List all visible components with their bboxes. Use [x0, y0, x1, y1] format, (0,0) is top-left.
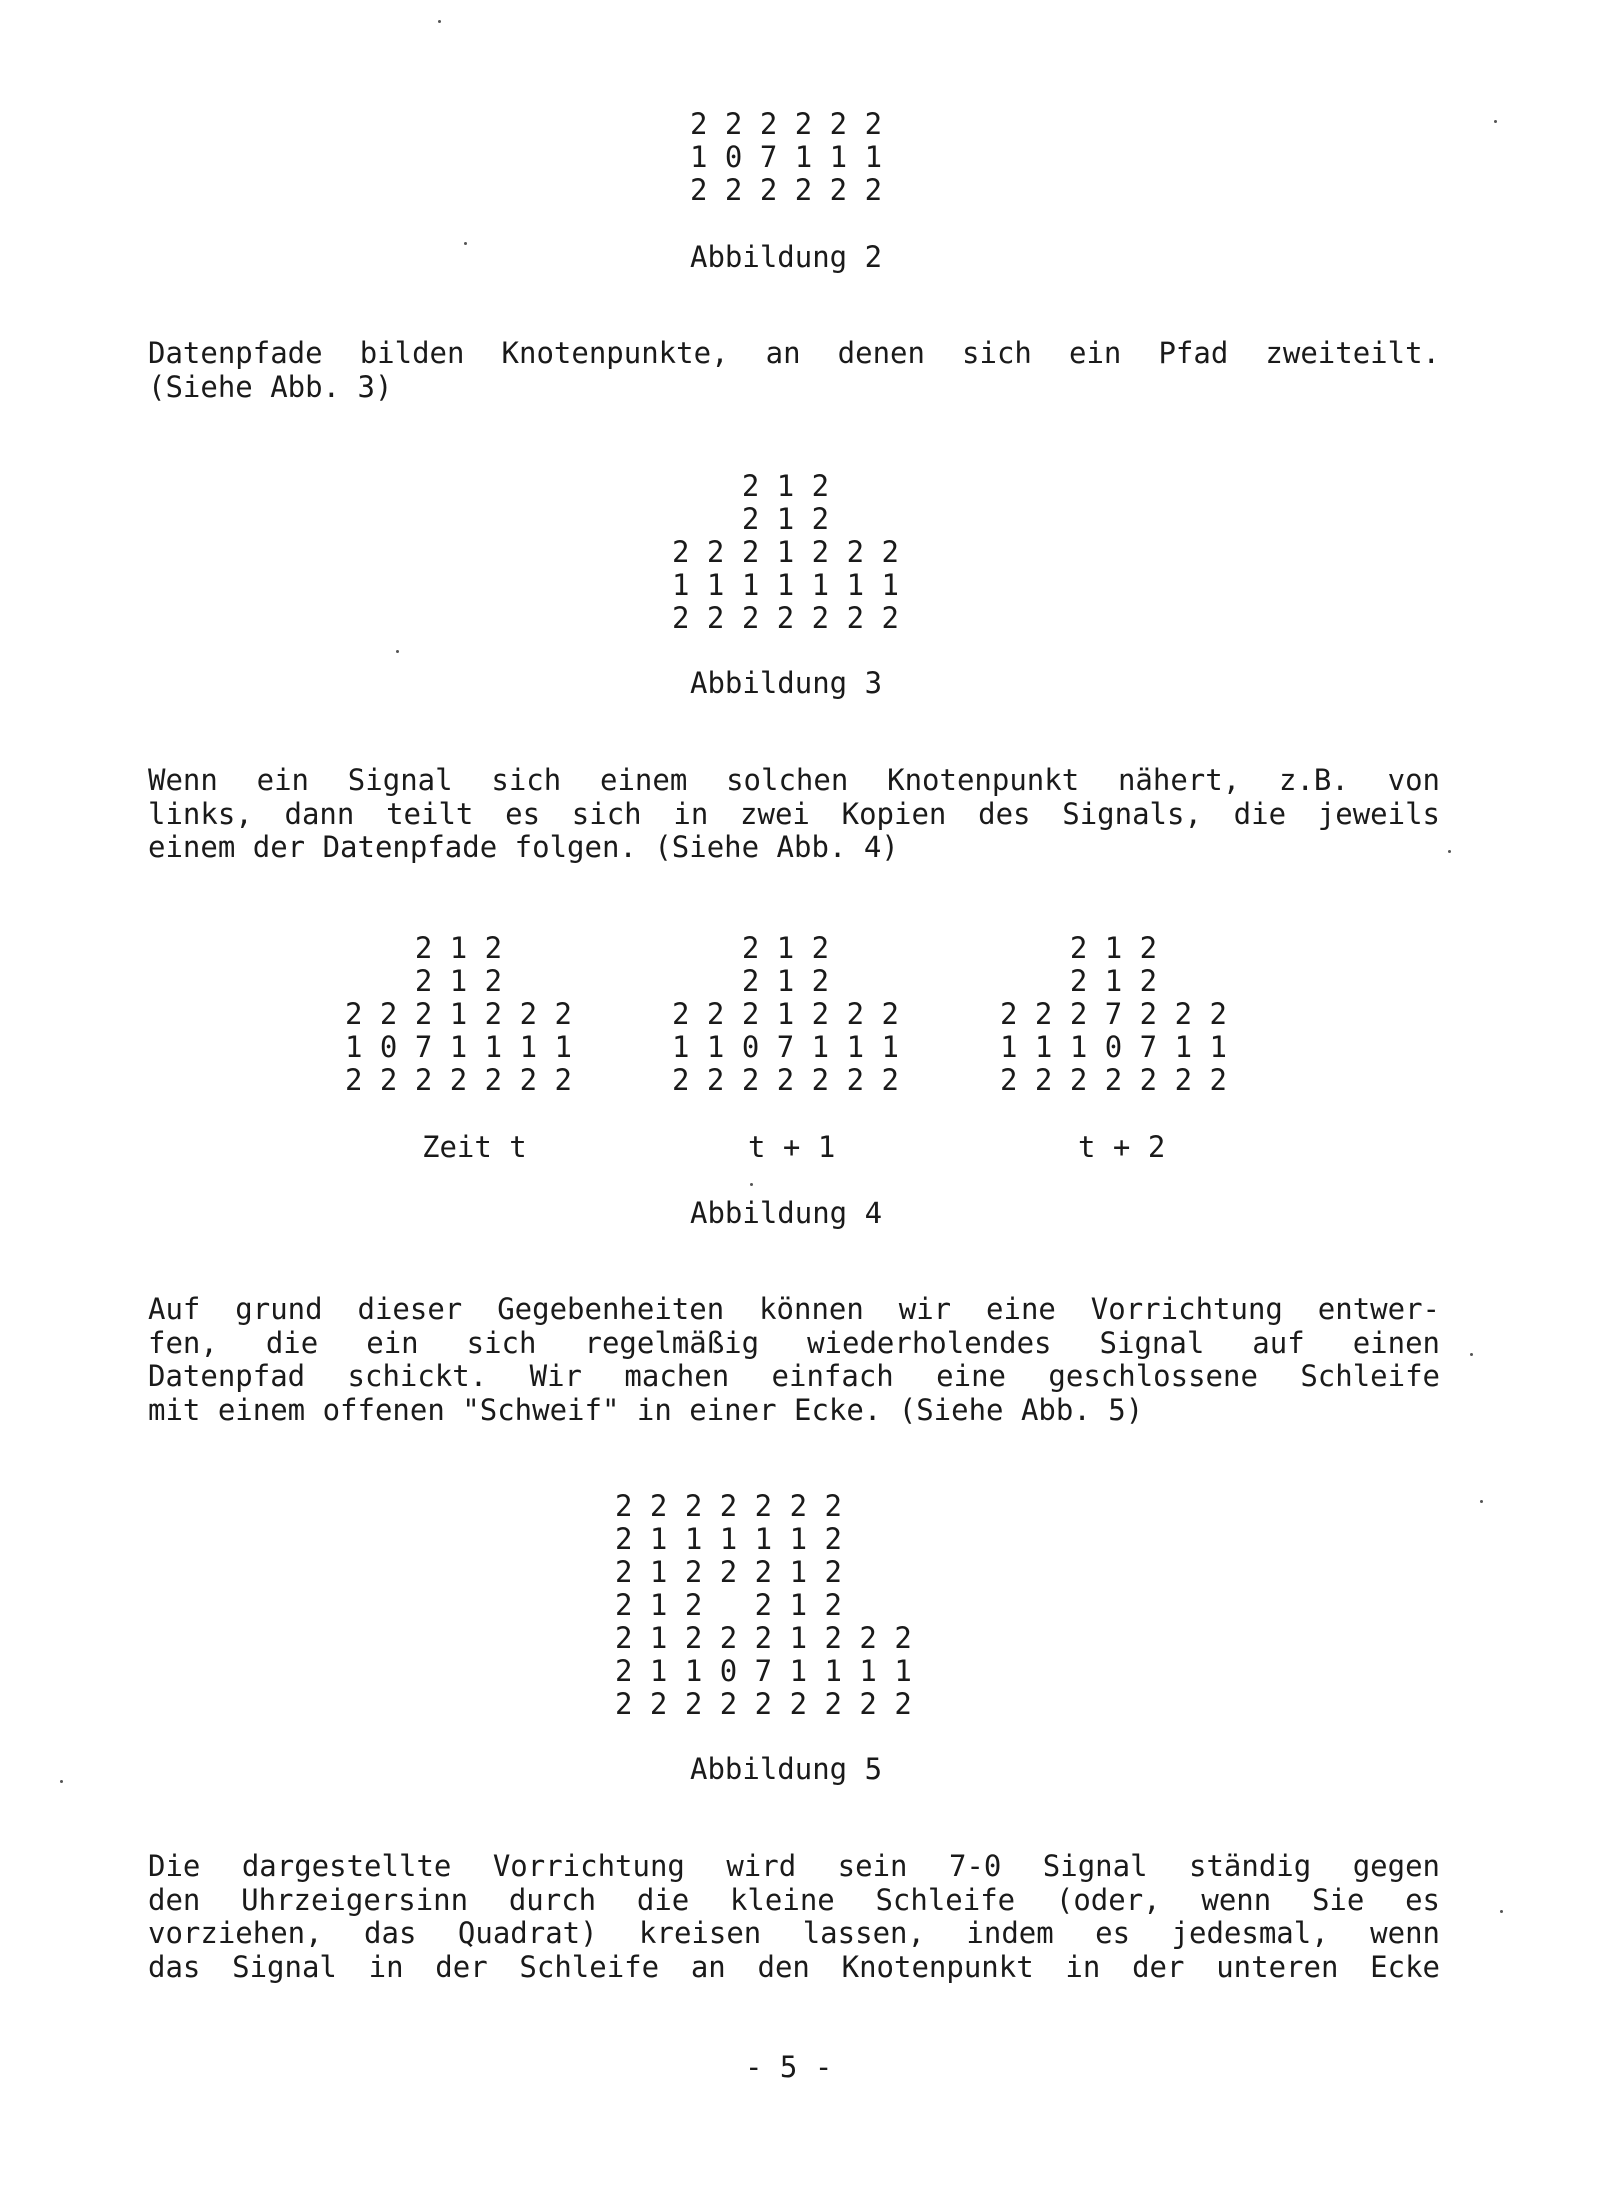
- text-line: vorziehen, das Quadrat) kreisen lassen, indem es jedesmal, wenn: [148, 1916, 1440, 1950]
- figure-2-caption: Abbildung 2: [690, 240, 883, 274]
- text-line: einem der Datenpfade folgen. (Siehe Abb. 4): [148, 830, 899, 864]
- text-line: Auf grund dieser Gegebenheiten können wir eine Vorrichtung entwer-: [148, 1292, 1440, 1326]
- figure-5-grid: 2 2 2 2 2 2 2 2 1 1 1 1 1 2 2 1 2 2 2 1 2 2 1 2 2 1 2 2 1 2 2 2 1 2 2 2 2 1 1 0 7 1 1 1 1 2 2 2 2 2 2 2 2 2: [615, 1489, 912, 1721]
- scan-speck: [1448, 850, 1451, 853]
- scan-speck: [1494, 120, 1497, 123]
- text-line: links, dann teilt es sich in zwei Kopien des Signals, die jeweils: [148, 796, 1440, 831]
- text-line: Datenpfade bilden Knotenpunkte, an denen sich ein Pfad zweiteilt.: [148, 336, 1440, 370]
- figure-2-grid: 2 2 2 2 2 2 1 0 7 1 1 1 2 2 2 2 2 2: [690, 107, 883, 207]
- scan-speck: [60, 1780, 63, 1783]
- scan-speck: [464, 242, 467, 245]
- page-number: - 5 -: [745, 2050, 833, 2084]
- figure-4-panel-3-grid: 2 1 2 2 1 2 2 2 2 7 2 2 2 1 1 1 0 7 1 1 2 2 2 2 2 2 2: [1000, 931, 1227, 1097]
- text-line: Die dargestellte Vorrichtung wird sein 7-0 Signal ständig gegen: [148, 1849, 1440, 1883]
- paragraph-3: [148, 1293, 1440, 1427]
- text-line: Datenpfad schickt. Wir machen einfach eine geschlossene Schleife: [148, 1359, 1440, 1393]
- paragraph-1: [148, 337, 1440, 404]
- figure-4-panel-2-grid: 2 1 2 2 1 2 2 2 2 1 2 2 2 1 1 0 7 1 1 1 2 2 2 2 2 2 2: [672, 931, 899, 1097]
- paragraph-4: [148, 1850, 1440, 1984]
- text-line: mit einem offenen "Schweif" in einer Ecke. (Siehe Abb. 5): [148, 1392, 1144, 1427]
- figure-3-caption: Abbildung 3: [690, 666, 883, 700]
- figure-4-caption: Abbildung 4: [690, 1196, 883, 1230]
- figure-4-panel-2-label: t + 1: [748, 1130, 836, 1164]
- figure-4-panel-3-label: t + 2: [1078, 1130, 1166, 1164]
- scan-speck: [396, 650, 399, 653]
- text-line: (Siehe Abb. 3): [148, 369, 393, 404]
- scan-speck: [1470, 1353, 1473, 1356]
- scan-speck: [1480, 1500, 1483, 1503]
- paragraph-2: [148, 764, 1440, 865]
- figure-5-caption: Abbildung 5: [690, 1752, 883, 1786]
- text-line: fen, die ein sich regelmäßig wiederholendes Signal auf einen: [148, 1325, 1440, 1360]
- text-line: das Signal in der Schleife an den Knotenpunkt in der unteren Ecke: [148, 1949, 1440, 1984]
- text-line: den Uhrzeigersinn durch die kleine Schleife (oder, wenn Sie es: [148, 1882, 1440, 1917]
- figure-4-panel-1-grid: 2 1 2 2 1 2 2 2 2 1 2 2 2 1 0 7 1 1 1 1 2 2 2 2 2 2 2: [345, 931, 572, 1097]
- scan-speck: [438, 20, 441, 23]
- figure-3-grid: 2 1 2 2 1 2 2 2 2 1 2 2 2 1 1 1 1 1 1 1 2 2 2 2 2 2 2: [672, 469, 899, 635]
- figure-4-panel-1-label: Zeit t: [422, 1130, 527, 1164]
- scan-speck: [750, 1183, 753, 1186]
- scan-speck: [1500, 1910, 1503, 1913]
- text-line: Wenn ein Signal sich einem solchen Knotenpunkt nähert, z.B. von: [148, 763, 1440, 797]
